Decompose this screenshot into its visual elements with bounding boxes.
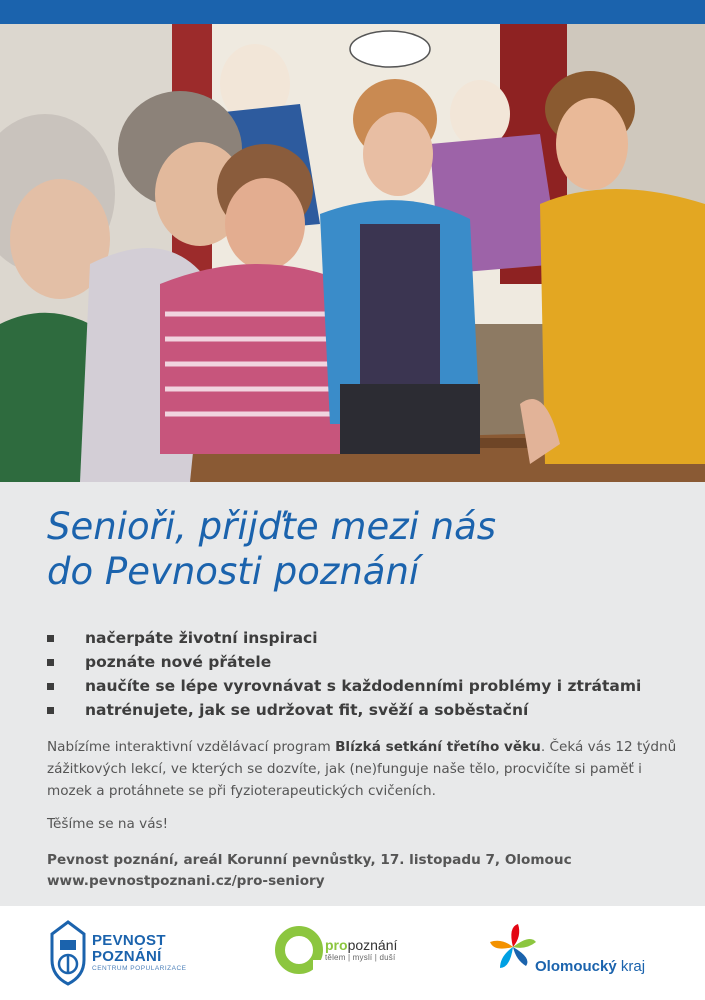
hero-photo xyxy=(0,24,705,482)
headline-line1: Senioři, přijďte mezi nás xyxy=(47,505,497,548)
propoznani-ring-icon xyxy=(273,924,325,976)
bullet-square-icon xyxy=(47,635,54,642)
contact-block xyxy=(47,850,687,892)
headline xyxy=(47,504,677,594)
bullet-square-icon xyxy=(47,683,54,690)
list-item: naučíte se lépe vyrovnávat s každodenními problémy i ztrátami xyxy=(47,674,687,698)
bullet-square-icon xyxy=(47,659,54,666)
top-blue-bar xyxy=(0,0,705,24)
address: Pevnost poznání, areál Korunní pevnůstky, 17. listopadu 7, Olomouc xyxy=(47,852,572,868)
olomoucky-logo-text: Olomoucký kraj xyxy=(535,958,646,975)
program-name: Blízká setkání třetího věku xyxy=(335,739,541,755)
greeting: Těšíme se na vás! xyxy=(47,816,169,832)
list-item: poznáte nové přátele xyxy=(47,650,687,674)
bullet-square-icon xyxy=(47,707,54,714)
hero-photo-illustration xyxy=(0,24,705,482)
list-item: načerpáte životní inspiraci xyxy=(47,626,687,650)
olomoucky-flower-icon xyxy=(488,922,538,972)
benefit-list xyxy=(47,626,687,722)
propoznani-logo-text: propoznání tělem | myslí | duší xyxy=(325,937,398,962)
headline-line2: do Pevnosti poznání xyxy=(47,550,420,593)
list-item: natrénujete, jak se udržovat fit, svěží a soběstační xyxy=(47,698,687,722)
pevnost-knight-icon xyxy=(48,920,88,986)
pevnost-logo-text: PEVNOST POZNÁNÍ CENTRUM POPULARIZACE xyxy=(92,932,187,972)
website-link[interactable]: www.pevnostpoznani.cz/pro-seniory xyxy=(47,873,325,889)
program-description: Nabízíme interaktivní vzdělávací program Blízká setkání třetího věku. Čeká vás 12 týdnů zážitkových lekcí, ve kterých se dozvíte, jak (ne)funguje naše tělo, procvičíte si paměť i mozek a protáhnete se při fyzioterapeutických cvičeních. xyxy=(47,739,677,799)
